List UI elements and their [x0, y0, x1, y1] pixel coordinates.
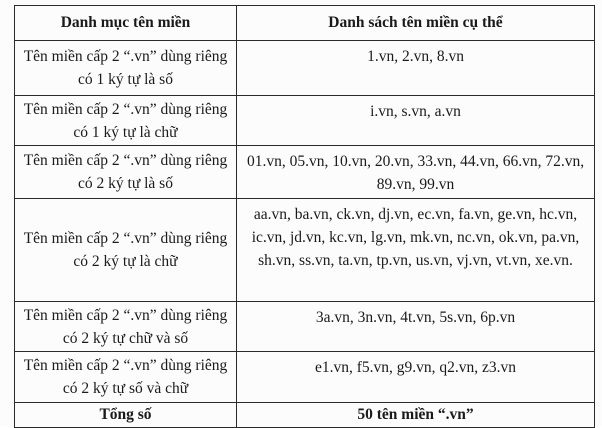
row-category: Tên miền cấp 2 “.vn” dùng riêng có 2 ký tự là số: [15, 146, 237, 199]
row-category: Tên miền cấp 2 “.vn” dùng riêng có 1 ký tự là số: [15, 41, 237, 96]
row-domain-list: 1.vn, 2.vn, 8.vn: [237, 41, 595, 96]
row-domain-list: aa.vn, ba.vn, ck.vn, dj.vn, ec.vn, fa.vn, ge.vn, hc.vn, ic.vn, jd.vn, kc.vn, lg.vn, mk.vn, nc.vn, ok.vn, pa.vn, sh.vn, ss.vn, ta.vn, tp.vn, us.vn, vj.vn, vt.vn, xe.vn.: [237, 199, 595, 302]
row-category: Tên miền cấp 2 “.vn” dùng riêng có 2 ký tự số và chữ: [15, 352, 237, 403]
table-row: [15, 146, 595, 199]
table-row: [15, 96, 595, 146]
row-category: Tên miền cấp 2 “.vn” dùng riêng có 1 ký tự là chữ: [15, 96, 237, 146]
total-label: Tổng số: [15, 403, 237, 428]
header-list: Danh sách tên miền cụ thể: [237, 6, 595, 41]
row-domain-list: 01.vn, 05.vn, 10.vn, 20.vn, 33.vn, 44.vn, 66.vn, 72.vn, 89.vn, 99.vn: [237, 146, 595, 199]
table-row: [15, 302, 595, 352]
table-row: [15, 41, 595, 96]
domain-table: [14, 5, 595, 428]
row-category: Tên miền cấp 2 “.vn” dùng riêng có 2 ký tự là chữ: [15, 199, 237, 302]
row-domain-list: i.vn, s.vn, a.vn: [237, 96, 595, 146]
row-domain-list: e1.vn, f5.vn, g9.vn, q2.vn, z3.vn: [237, 352, 595, 403]
row-domain-list: 3a.vn, 3n.vn, 4t.vn, 5s.vn, 6p.vn: [237, 302, 595, 352]
row-category: Tên miền cấp 2 “.vn” dùng riêng có 2 ký tự chữ và số: [15, 302, 237, 352]
table-row: [15, 352, 595, 403]
total-row: [15, 403, 595, 428]
total-value: 50 tên miền “.vn”: [237, 403, 595, 428]
table-row: [15, 199, 595, 302]
header-category: Danh mục tên miền: [15, 6, 237, 41]
table-header-row: [15, 6, 595, 41]
